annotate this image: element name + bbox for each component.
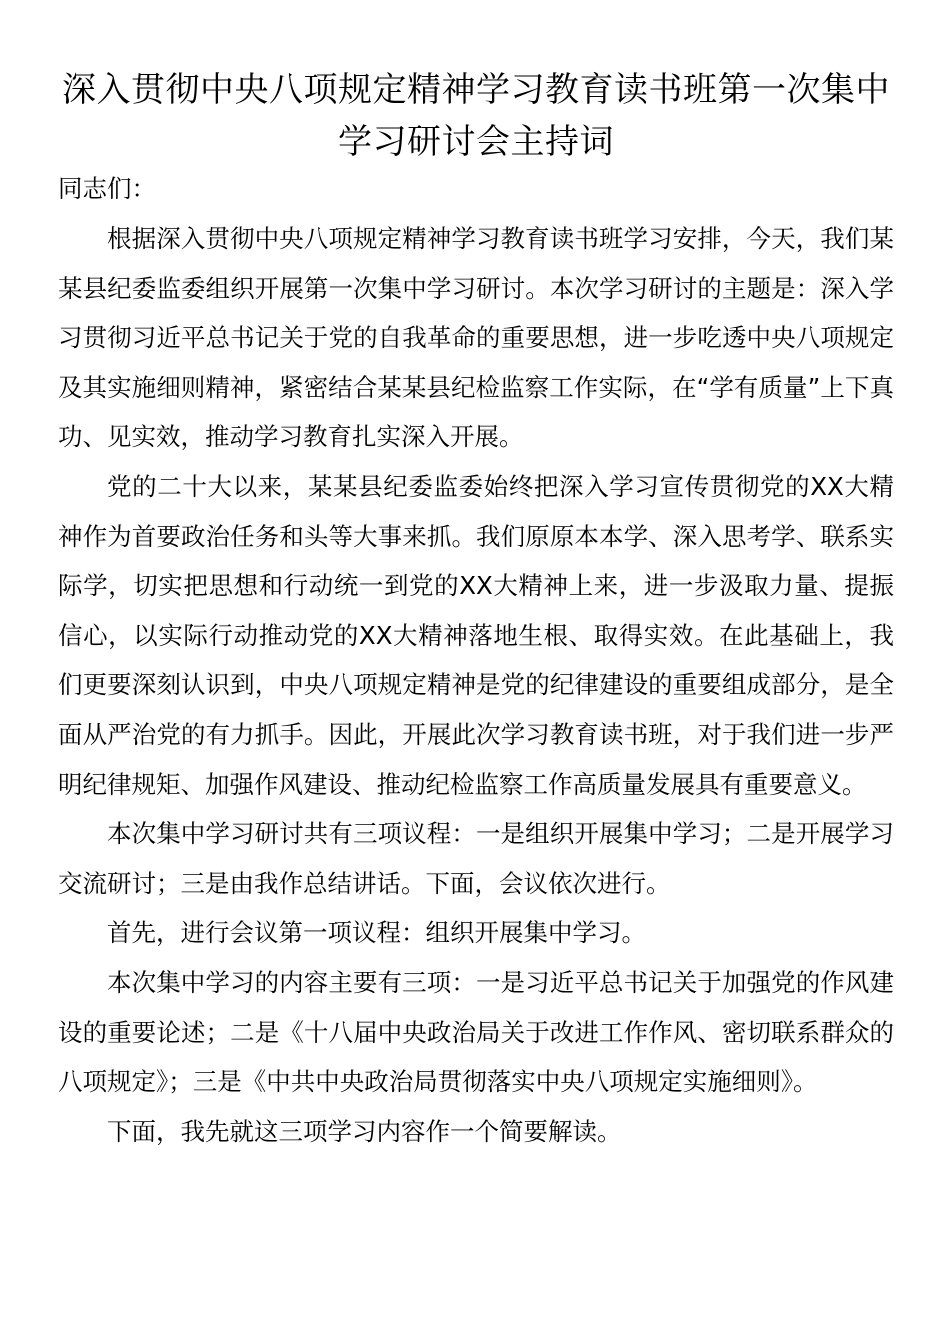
paragraph-2: 党的二十大以来，某某县纪委监委始终把深入学习宣传贯彻党的XX大精神作为首要政治任务和头等大事来抓。我们原原本本学、深入思考学、联系实际学，切实把思想和行动统一到党的XX大精神上来，进一步汲取力量、提振信心，以实际行动推动党的XX大精神落地生根、取得实效。在此基础上，我们更要深刻认识到，中央八项规定精神是党的纪律建设的重要组成部分，是全面从严治党的有力抓手。因此，开展此次学习教育读书班，对于我们进一步严明纪律规矩、加强作风建设、推动纪检监察工作高质量发展具有重要意义。 — [58, 471, 894, 799]
document-page — [58, 64, 894, 1156]
salutation: 同志们： — [58, 174, 156, 203]
paragraph-3: 本次集中学习研讨共有三项议程：一是组织开展集中学习；二是开展学习交流研讨；三是由我作总结讲话。下面，会议依次进行。 — [58, 819, 894, 898]
paragraph-6: 下面，我先就这三项学习内容作一个简要解读。 — [107, 1116, 622, 1146]
paragraph-4: 首先，进行会议第一项议程：组织开展集中学习。 — [107, 918, 646, 948]
document-title: 深入贯彻中央八项规定精神学习教育读书班第一次集中学习研讨会主持词 — [62, 70, 890, 162]
paragraph-5: 本次集中学习的内容主要有三项：一是习近平总书记关于加强党的作风建设的重要论述；二是《十八届中央政治局关于改进工作作风、密切联系群众的八项规定》；三是《中共中央政治局贯彻落实中央八项规定实施细则》。 — [58, 967, 894, 1097]
paragraph-1: 根据深入贯彻中央八项规定精神学习教育读书班学习安排，今天，我们某某县纪委监委组织开展第一次集中学习研讨。本次学习研讨的主题是：深入学习贯彻习近平总书记关于党的自我革命的重要思想，进一步吃透中央八项规定及其实施细则精神，紧密结合某某县纪检监察工作实际，在“学有质量”上下真功、见实效，推动学习教育扎实深入开展。 — [58, 224, 894, 452]
